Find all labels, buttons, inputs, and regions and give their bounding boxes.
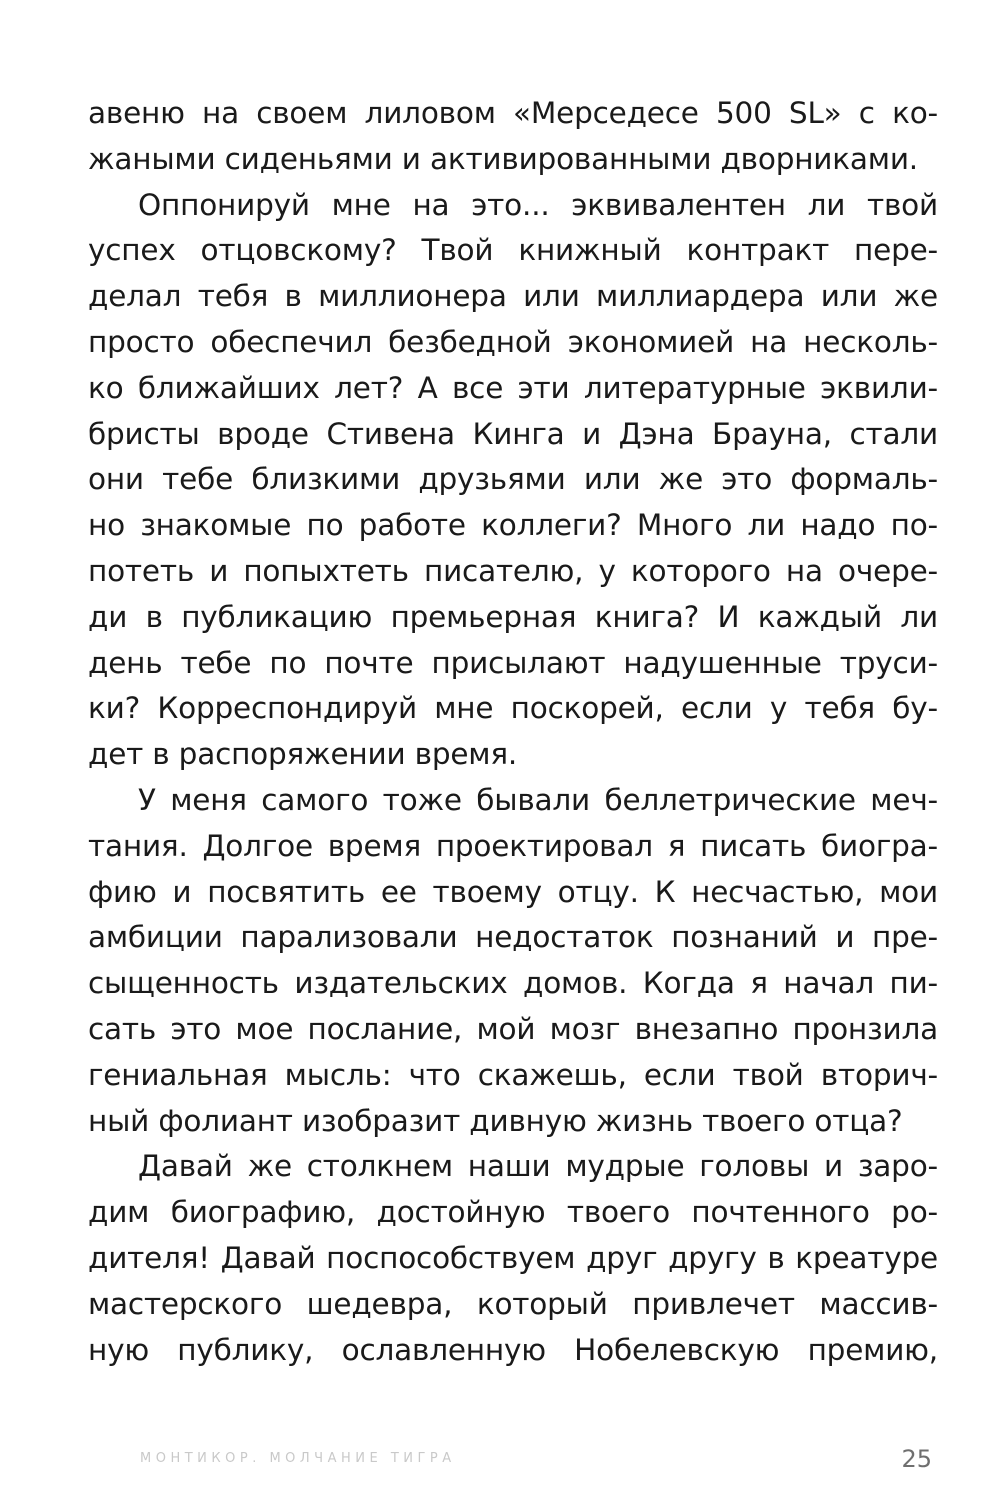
text-line: жаными сиденьями и активированными дворниками.	[88, 141, 918, 176]
text-line: они тебе близкими друзьями или же это формаль-	[88, 462, 938, 497]
text-line: дим биографию, достойную твоего почтенного ро-	[88, 1195, 938, 1230]
text-line: гениальная мысль: что скажешь, если твой вторич-	[88, 1057, 938, 1092]
text-line: успех отцовскому? Твой книжный контракт пере-	[88, 233, 938, 268]
text-line: бристы вроде Стивена Кинга и Дэна Брауна, стали	[88, 416, 938, 451]
page-footer	[140, 1445, 932, 1479]
text-line: ко ближайших лет? А все эти литературные эквили-	[88, 370, 938, 405]
text-line: сать это мое послание, мой мозг внезапно пронзила	[88, 1011, 938, 1046]
text-line: потеть и попыхтеть писателю, у которого на очере-	[88, 553, 938, 588]
text-line: амбиции парализовали недостаток познаний и пре-	[88, 920, 938, 955]
text-line: просто обеспечил безбедной экономией на несколь-	[88, 324, 938, 359]
text-line: делал тебя в миллионера или миллиардера или же	[88, 279, 938, 314]
text-line: Оппонируй мне на это... эквивалентен ли твой	[138, 187, 938, 222]
page-number: 25	[901, 1445, 932, 1473]
running-head: МОНТИКОР. МОЛЧАНИЕ ТИГРА	[140, 1451, 456, 1466]
text-line: дет в распоряжении время.	[88, 737, 518, 772]
text-line: У меня самого тоже бывали беллетрические меч-	[138, 782, 938, 817]
text-line: мастерского шедевра, который привлечет массив-	[88, 1286, 938, 1321]
text-line: ную публику, ославленную Нобелевскую премию,	[88, 1332, 938, 1367]
text-line: ный фолиант изобразит дивную жизнь твоего отца?	[88, 1103, 903, 1138]
text-line: но знакомые по работе коллеги? Много ли надо по-	[88, 508, 938, 543]
text-line: Давай же столкнем наши мудрые головы и заро-	[138, 1149, 938, 1184]
text-line: авеню на своем лиловом «Мерседесе 500 SL» с ко-	[88, 96, 938, 130]
text-line: фию и посвятить ее твоему отцу. К несчастью, мои	[88, 874, 938, 909]
text-line: тания. Долгое время проектировал я писать биогра-	[88, 828, 938, 863]
text-line: день тебе по почте присылают надушенные труси-	[88, 645, 938, 680]
text-line: дителя! Давай поспособствуем друг другу в креатуре	[88, 1240, 938, 1275]
text-line: ки? Корреспондируй мне поскорей, если у тебя бу-	[88, 691, 938, 726]
body-text	[88, 91, 938, 1373]
text-line: ди в публикацию премьерная книга? И каждый ли	[88, 599, 938, 634]
text-line: сыщенность издательских домов. Когда я начал пи-	[88, 966, 938, 1001]
